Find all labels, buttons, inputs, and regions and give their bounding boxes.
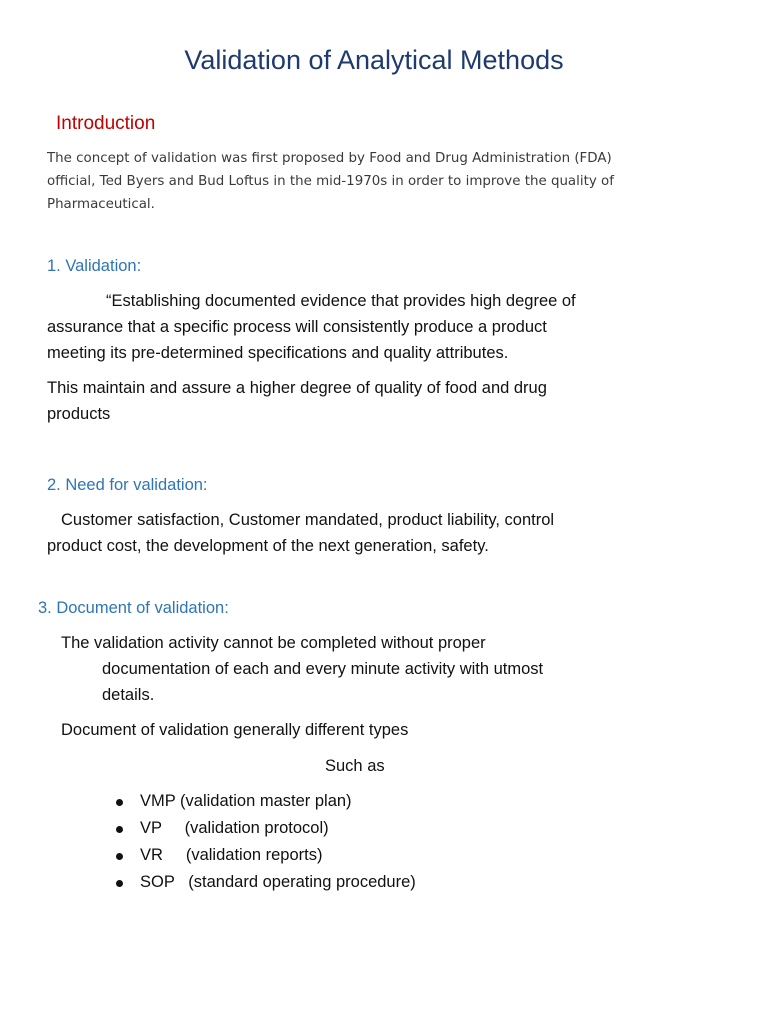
paragraph-line: This maintain and assure a higher degree of quality of food and drug <box>47 379 547 397</box>
introduction-heading: Introduction <box>56 113 156 134</box>
need-for-validation-heading: 2. Need for validation: <box>47 476 208 494</box>
paragraph-line: Document of validation generally different types <box>61 721 409 739</box>
bullet-icon <box>116 880 123 887</box>
list-item-text: VP (validation protocol) <box>140 819 329 837</box>
paragraph-line: products <box>47 405 111 423</box>
list-item-text: SOP (standard operating procedure) <box>140 873 416 891</box>
intro-line: official, Ted Byers and Bud Loftus in the mid-1970s in order to improve the quality of <box>47 174 614 189</box>
bullet-icon <box>116 853 123 860</box>
list-item-text: VMP (validation master plan) <box>140 792 352 810</box>
definition-line: “Establishing documented evidence that provides high degree of <box>106 292 576 310</box>
document-of-validation-heading: 3. Document of validation: <box>38 599 229 617</box>
list-item-text: VR (validation reports) <box>140 846 323 864</box>
intro-line: The concept of validation was first proposed by Food and Drug Administration (FDA) <box>47 151 612 166</box>
paragraph-line: Customer satisfaction, Customer mandated, product liability, control <box>61 511 555 529</box>
such-as-label: Such as <box>325 757 385 775</box>
page-title: Validation of Analytical Methods <box>184 45 564 75</box>
paragraph-line: The validation activity cannot be completed without proper <box>61 634 486 652</box>
bullet-icon <box>116 826 123 833</box>
paragraph-line: product cost, the development of the next generation, safety. <box>47 537 489 555</box>
paragraph-line: documentation of each and every minute activity with utmost <box>102 660 544 678</box>
definition-line: meeting its pre-determined specifications and quality attributes. <box>47 344 509 362</box>
bullet-icon <box>116 799 123 806</box>
validation-heading: 1. Validation: <box>47 257 142 275</box>
intro-line: Pharmaceutical. <box>47 197 155 212</box>
paragraph-line: details. <box>102 686 155 704</box>
definition-line: assurance that a specific process will consistently produce a product <box>47 318 547 336</box>
